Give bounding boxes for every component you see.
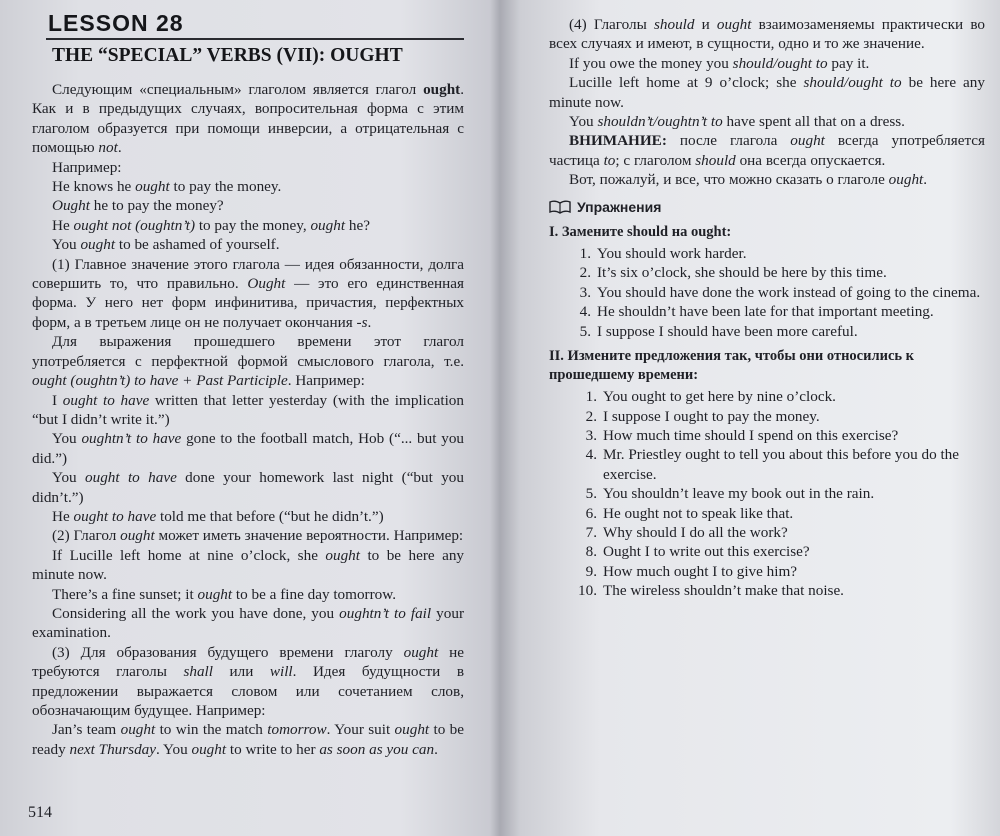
- list-item: 8. Ought I to write out this exercise?: [585, 543, 810, 561]
- example-label: Например:: [52, 158, 122, 176]
- list-item: 10. The wireless shouldn’t make that noise.: [578, 582, 844, 600]
- list-item: 1. You ought to get here by nine o’clock.: [585, 388, 836, 406]
- example-line: I ought to have written that letter yesterday (with the implication “but I didn’t write it.”): [32, 391, 464, 428]
- right-page: [505, 0, 1000, 836]
- book-icon: [549, 200, 571, 214]
- example-line: If you owe the money you should/ought to pay it.: [569, 54, 870, 72]
- lesson-label: LESSON 28: [48, 10, 184, 36]
- task1-list: [549, 244, 985, 341]
- example-line: Considering all the work you have done, you oughtn’t to fail your examination.: [32, 604, 464, 642]
- attention-note: ВНИМАНИЕ: после глагола ought всегда употребляется частица to; с глаголом should она всегда опускается.: [549, 132, 985, 169]
- example-line: He knows he ought to pay the money.: [52, 178, 282, 196]
- example-line: Lucille left home at 9 o’clock; she should/ought to be here any minute now.: [549, 74, 985, 111]
- list-item: 1. You should work harder.: [579, 245, 747, 263]
- list-item: 2. I suppose I ought to pay the money.: [585, 407, 820, 425]
- page-number: 514: [28, 804, 52, 821]
- left-body: [32, 80, 464, 759]
- list-item: 3. How much time should I spend on this exercise?: [585, 426, 899, 444]
- exercises-heading: [549, 198, 985, 217]
- list-item: 5. You shouldn’t leave my book out in the rain.: [585, 485, 875, 503]
- paragraph-3: (3) Для образования будущего времени глаголу ought не требуются глаголы shall или will. Идея будущности в предложении выражается словом или сочетанием слов, обозначающим будущее. Например:: [32, 643, 464, 719]
- example-line: You oughtn’t to have gone to the football match, Hob (“... but you did.”): [32, 430, 465, 467]
- list-item: 2. It’s six o’clock, she should be here by this time.: [579, 264, 887, 282]
- paragraph-past: Для выражения прошедшего времени этот глагол употребляется с перфектной формой смыслового глагола, т.е. ought (oughtn’t) to have + Past Participle. Например:: [32, 333, 464, 390]
- paragraph-2: (2) Глагол ought может иметь значение вероятности. Например:: [52, 527, 464, 545]
- example-line: Jan’s team ought to win the match tomorrow. Your suit ought to be ready next Thursday. You ought to write to her as soon as you can.: [32, 721, 465, 758]
- list-item: 5. I suppose I should have been more careful.: [579, 322, 858, 340]
- task2-heading: II. Измените предложения так, чтобы они относились к прошедшему времени:: [549, 348, 915, 384]
- lesson-rule: [46, 38, 464, 40]
- list-item: 4. He shouldn’t have been late for that important meeting.: [579, 303, 934, 321]
- example-line: If Lucille left home at nine o’clock, she ought to be here any minute now.: [32, 546, 465, 584]
- list-item: 3. You should have done the work instead of going to the cinema.: [579, 283, 981, 301]
- example-line: He ought not (oughtn’t) to pay the money, ought he?: [52, 216, 370, 234]
- right-body: [549, 15, 985, 601]
- example-line: Ought he to pay the money?: [52, 197, 224, 215]
- paragraph-1: (1) Главное значение этого глагола — идея обязанности, долга совершить то, что правильно. Ought — это его единственная форма. У него нет форм инфинитива, причастия, перфектных форм, а в третьем лице он не получает окончания -s.: [32, 255, 464, 331]
- example-line: You ought to be ashamed of yourself.: [52, 236, 280, 254]
- example-line: You shouldn’t/oughtn’t to have spent all that on a dress.: [569, 113, 905, 131]
- task2-list: [549, 387, 985, 600]
- example-line: He ought to have told me that before (“but he didn’t.”): [52, 507, 384, 525]
- list-item: 4. Mr. Priestley ought to tell you about this before you do the exercise.: [585, 446, 960, 483]
- paragraph-intro: Следующим «специальным» глаголом является глагол ought. Как и в предыдущих случаях, вопросительная форма с этим глаголом образуется при помощи инверсии, а отрицательная с помощью not.: [32, 81, 464, 157]
- paragraph-4: (4) Глаголы should и ought взаимозаменяемы практически во всех случаях и имеют, в сущности, одно и то же значение.: [549, 16, 985, 53]
- closing-line: Вот, пожалуй, и все, что можно сказать о глаголе ought.: [569, 171, 928, 189]
- task1-heading: I. Замените should на ought:: [549, 224, 732, 241]
- section-title: THE “SPECIAL” VERBS (VII): OUGHT: [52, 45, 403, 66]
- list-item: 6. He ought not to speak like that.: [585, 504, 794, 522]
- example-line: There’s a fine sunset; it ought to be a fine day tomorrow.: [52, 585, 397, 603]
- exercises-heading-label: Упражнения: [577, 198, 662, 215]
- list-item: 7. Why should I do all the work?: [585, 523, 788, 541]
- list-item: 9. How much ought I to give him?: [585, 562, 798, 580]
- example-line: You ought to have done your homework last night (“but you didn’t.”): [32, 469, 464, 506]
